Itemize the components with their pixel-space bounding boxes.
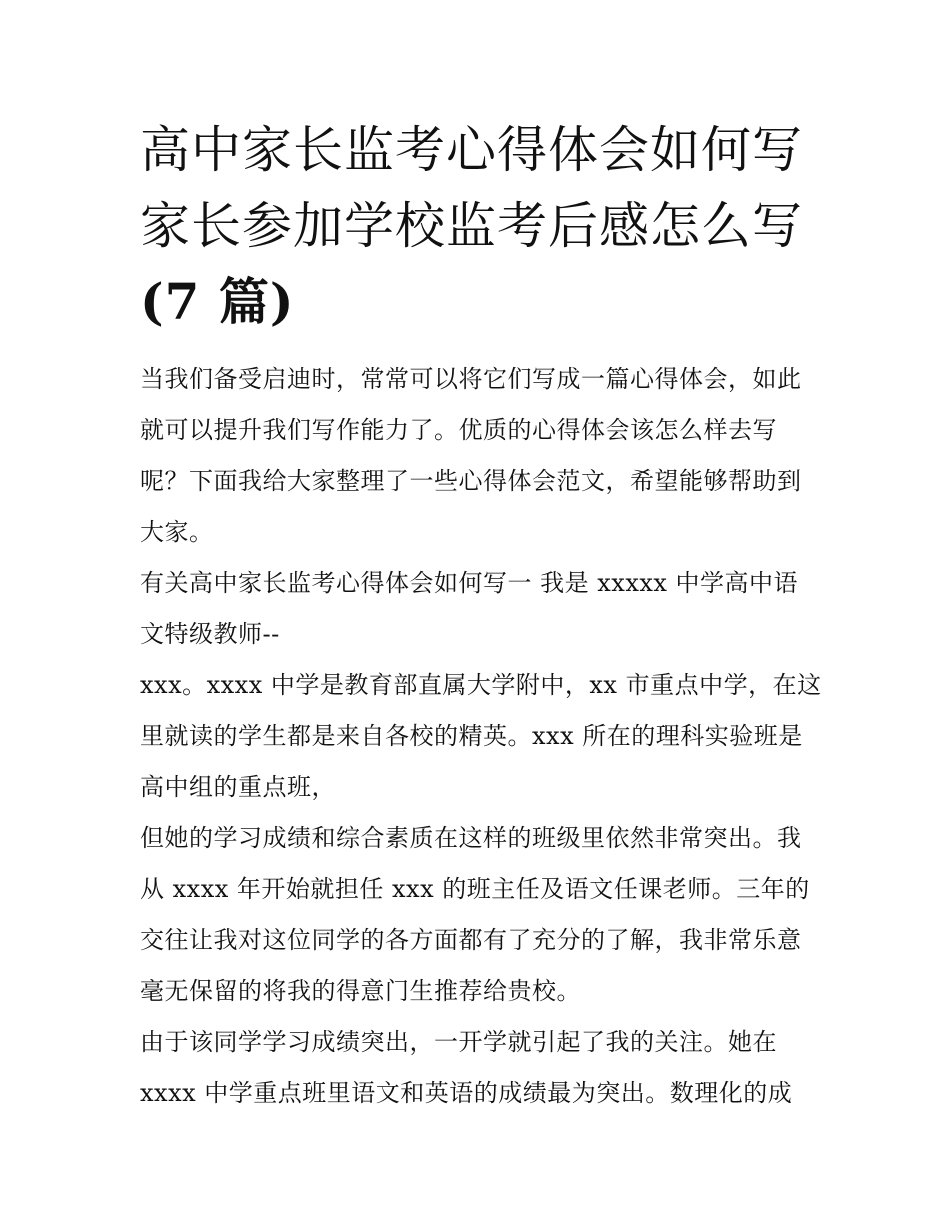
body-line: 有关高中家长监考心得体会如何写一 我是 xxxxx 中学高中语	[140, 569, 799, 597]
body-line: xxx。xxxx 中学是教育部直属大学附中，xx 市重点中学，在这	[140, 671, 822, 699]
title-line-1: 高中家长监考心得体会如何写	[140, 121, 803, 179]
body-line: 高中组的重点班，	[140, 773, 336, 801]
body-line: 文特级教师--	[140, 620, 280, 648]
document-body	[140, 354, 820, 1119]
body-line: 由于该同学学习成绩突出，一开学就引起了我的关注。她在	[140, 1028, 777, 1056]
body-line: 但她的学习成绩和综合素质在这样的班级里依然非常突出。我	[140, 824, 802, 852]
body-line: 呢？下面我给大家整理了一些心得体会范文，希望能够帮助到	[140, 467, 802, 495]
title-line-2: 家长参加学校监考后感怎么写	[140, 197, 803, 255]
body-line: 从 xxxx 年开始就担任 xxx 的班主任及语文任课老师。三年的	[140, 875, 810, 903]
body-line: 大家。	[140, 518, 214, 546]
body-line: 当我们备受启迪时，常常可以将它们写成一篇心得体会，如此	[140, 365, 802, 393]
title-line-3: (7 篇)	[140, 272, 295, 331]
document-title	[140, 112, 840, 340]
body-line: 就可以提升我们写作能力了。优质的心得体会该怎么样去写	[140, 416, 777, 444]
body-line: 交往让我对这位同学的各方面都有了充分的了解，我非常乐意	[140, 926, 802, 954]
body-line: 里就读的学生都是来自各校的精英。xxx 所在的理科实验班是	[140, 722, 803, 750]
body-line: xxxx 中学重点班里语文和英语的成绩最为突出。数理化的成	[140, 1079, 793, 1107]
body-line: 毫无保留的将我的得意门生推荐给贵校。	[140, 977, 581, 1005]
